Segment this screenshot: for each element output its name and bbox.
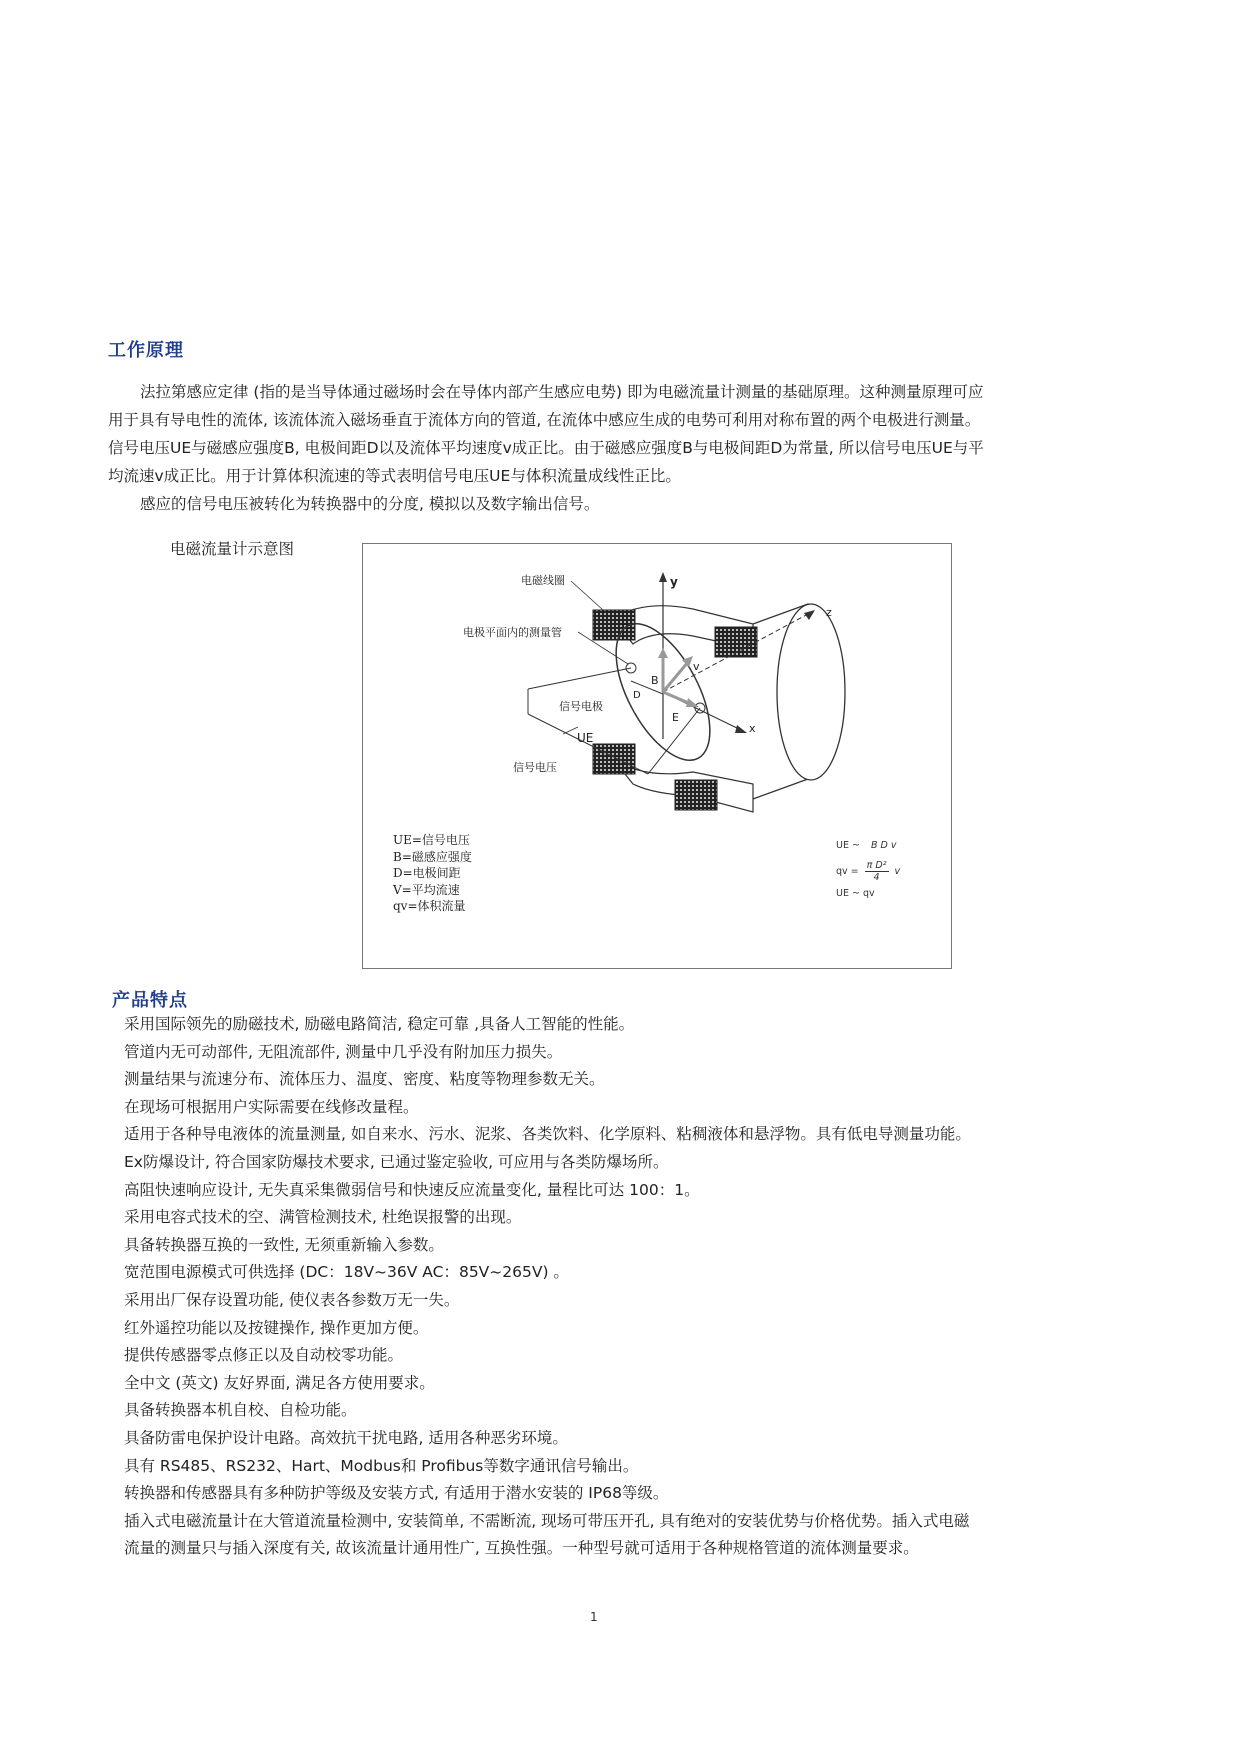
page-number: 1 xyxy=(590,1610,598,1624)
feature-item: 转换器和传感器具有多种防护等级及安装方式, 有适用于潜水安装的 IP68等级。 xyxy=(124,1484,669,1503)
feature-item: 插入式电磁流量计在大管道流量检测中, 安装简单, 不需断流, 现场可带压开孔, 具有绝对的安装优势与价格优势。插入式电磁 xyxy=(124,1511,970,1530)
feature-item: 流量的测量只与插入深度有关, 故该流量计通用性广, 互换性强。一种型号就可适用于各种规格管道的流体测量要求。 xyxy=(124,1539,919,1558)
feature-item: 采用电容式技术的空、满管检测技术, 杜绝误报警的出现。 xyxy=(124,1208,522,1227)
feature-item: 高阻快速响应设计, 无失真采集微弱信号和快速反应流量变化, 量程比可达 100：1。 xyxy=(124,1180,700,1199)
formula-2-fraction xyxy=(865,860,889,883)
coil-bottom-winding-2 xyxy=(675,780,717,810)
feature-item: Ex防爆设计, 符合国家防爆技术要求, 已通过鉴定验收, 可应用与各类防爆场所。 xyxy=(124,1152,669,1171)
axis-x-arrow xyxy=(735,725,747,733)
feature-item: 全中文 (英文) 友好界面, 满足各方使用要求。 xyxy=(124,1373,435,1392)
feature-item: 宽范围电源模式可供选择 (DC：18V~36V AC：85V~265V) 。 xyxy=(124,1263,569,1282)
section-heading-features: 产品特点 xyxy=(112,990,188,1011)
leader-voltage xyxy=(563,727,578,734)
feature-item: 适用于各种导电液体的流量测量, 如自来水、污水、泥浆、各类饮料、化学原料、粘稠液体和悬浮物。具有低电导测量功能。 xyxy=(124,1125,971,1144)
legend-b: B=磁感应强度 xyxy=(393,849,472,864)
feature-item: 具备转换器互换的一致性, 无须重新输入参数。 xyxy=(124,1235,444,1254)
label-voltage: 信号电压 xyxy=(513,761,557,774)
formula-block xyxy=(836,840,936,906)
formula-1-left: UE ~ xyxy=(836,840,860,851)
pipe-end xyxy=(777,604,845,780)
formula-3: UE ~ qv xyxy=(836,888,875,899)
label-z: z xyxy=(826,606,832,619)
legend-ue: UE=信号电压 xyxy=(393,833,470,847)
legend-qv: qv=体积流量 xyxy=(393,899,466,913)
flowmeter-diagram xyxy=(362,543,952,969)
principle-line-1: 法拉第感应定律 (指的是当导体通过磁场时会在导体内部产生感应电势) 即为电磁流量计测量的基础原理。这种测量原理可应 xyxy=(140,383,984,401)
leader-coil xyxy=(571,581,603,610)
legend-d: D=电极间距 xyxy=(393,866,461,880)
axis-y-arrow xyxy=(659,572,667,582)
diagram-caption: 电磁流量计示意图 xyxy=(170,540,295,558)
label-v: v xyxy=(693,660,700,673)
label-d: D xyxy=(633,690,641,701)
principle-line-3: 信号电压UE与磁感应强度B, 电极间距D以及流体平均速度v成正比。由于磁感应强度B与电极间距D为常量, 所以信号电压UE与平 xyxy=(108,439,984,457)
legend-v: V=平均流速 xyxy=(393,882,460,897)
label-x: x xyxy=(749,722,756,735)
formula-2-numerator: π D² xyxy=(866,859,887,871)
features-list xyxy=(124,1011,1134,1563)
formula-1 xyxy=(836,840,936,858)
formula-2-right: v xyxy=(894,865,901,877)
feature-item: 在现场可根据用户实际需要在线修改量程。 xyxy=(124,1097,419,1116)
label-coil: 电磁线圈 xyxy=(521,574,565,587)
formula-2-denominator: 4 xyxy=(873,871,880,883)
feature-item: 提供传感器零点修正以及自动校零功能。 xyxy=(124,1346,404,1365)
feature-item: 红外遥控功能以及按键操作, 操作更加方便。 xyxy=(124,1318,429,1337)
vector-e xyxy=(663,692,691,704)
feature-item: 管道内无可动部件, 无阻流部件, 测量中几乎没有附加压力损失。 xyxy=(124,1042,563,1061)
formula-2-left: qv = xyxy=(836,865,859,877)
feature-item: 具备转换器本机自校、自检功能。 xyxy=(124,1401,357,1420)
feature-item: 具有 RS485、RS232、Hart、Modbus和 Profibus等数字通讯信号输出。 xyxy=(124,1456,639,1475)
coil-bottom-winding xyxy=(593,744,635,774)
section-heading-principle: 工作原理 xyxy=(108,340,184,361)
label-y: y xyxy=(670,575,678,589)
formula-2 xyxy=(836,858,936,884)
formula-1-right: B D v xyxy=(870,840,897,851)
feature-item: 采用出厂保存设置功能, 使仪表各参数万无一失。 xyxy=(124,1290,460,1309)
label-ue: UE xyxy=(577,731,594,745)
principle-line-4: 均流速v成正比。用于计算体积流速的等式表明信号电压UE与体积流量成线性正比。 xyxy=(108,467,681,485)
principle-line-2: 用于具有导电性的流体, 该流体流入磁场垂直于流体方向的管道, 在流体中感应生成的电势可利用对称布置的两个电极进行测量。 xyxy=(108,411,981,429)
label-tube: 电极平面内的测量管 xyxy=(463,626,562,639)
feature-item: 测量结果与流速分布、流体压力、温度、密度、粘度等物理参数无关。 xyxy=(124,1070,605,1089)
label-e: E xyxy=(672,711,679,724)
vector-v xyxy=(663,662,688,692)
principle-paragraph xyxy=(108,378,1138,518)
feature-item: 采用国际领先的励磁技术, 励磁电路简洁, 稳定可靠 ,具备人工智能的性能。 xyxy=(124,1015,635,1033)
bracket-line-1 xyxy=(528,668,631,689)
diagram-legend xyxy=(393,832,472,915)
label-electrode: 信号电极 xyxy=(559,700,603,713)
principle-line-5: 感应的信号电压被转化为转换器中的分度, 模拟以及数字输出信号。 xyxy=(140,495,600,513)
label-b: B xyxy=(651,674,659,687)
feature-item: 具备防雷电保护设计电路。高效抗干扰电路, 适用各种恶劣环境。 xyxy=(124,1428,568,1447)
